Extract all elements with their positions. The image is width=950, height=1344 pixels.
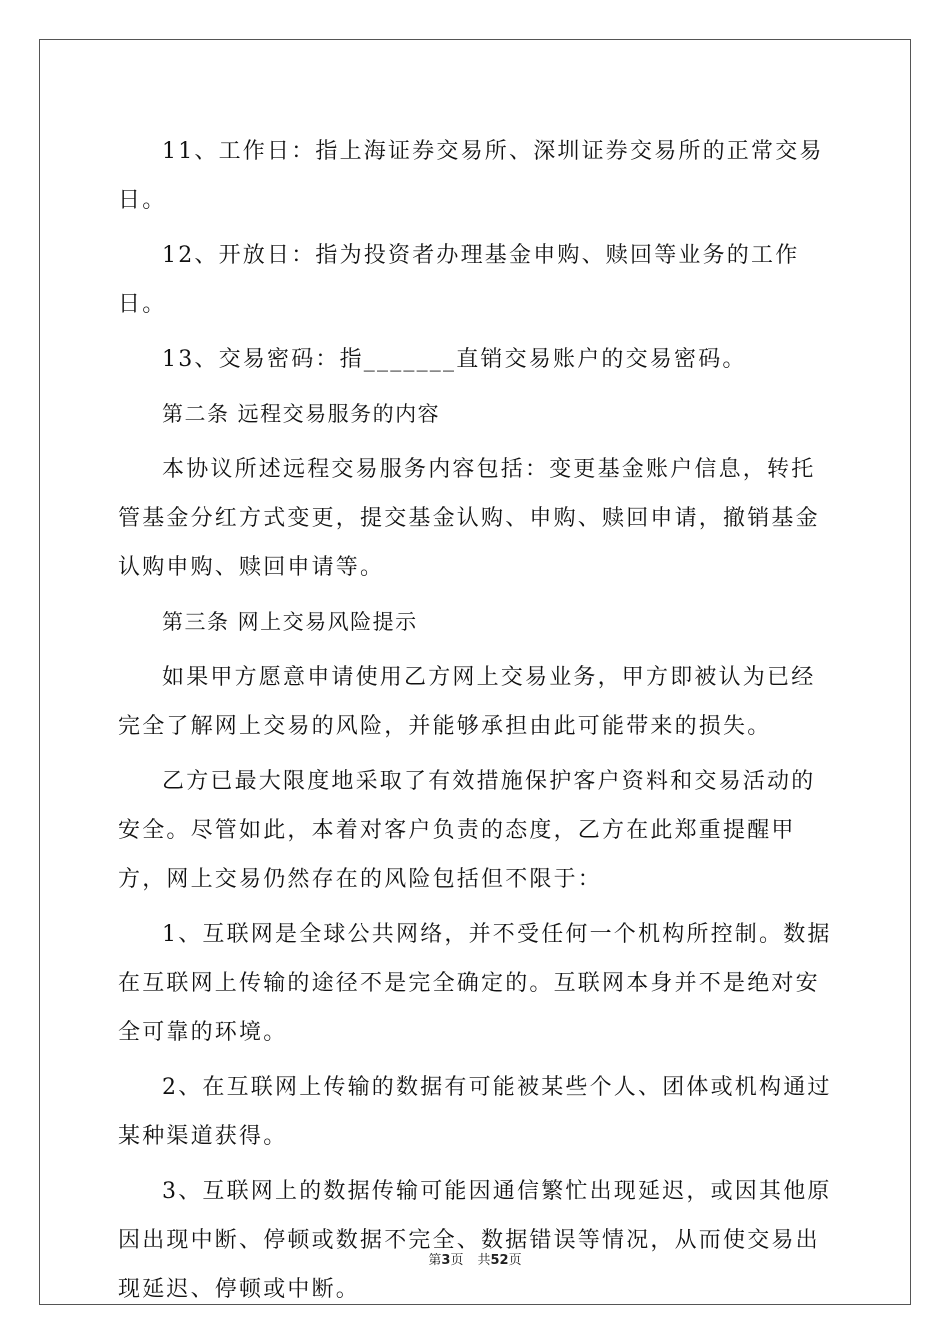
paragraph-risk-1: 1、互联网是全球公共网络，并不受任何一个机构所控制。数据在互联网上传输的途径不是完全确定的。互联网本身并不是绝对安全可靠的环境。 <box>118 922 832 1045</box>
page-label-prefix: 第 <box>428 1253 442 1268</box>
paragraph-risk-notice: 乙方已最大限度地采取了有效措施保护客户资料和交易活动的安全。尽管如此，本着对客户负责的态度，乙方在此郑重提醒甲方，网上交易仍然存在的风险包括但不限于： <box>118 769 816 892</box>
paragraph-risk-acceptance: 如果甲方愿意申请使用乙方网上交易业务，甲方即被认为已经完全了解网上交易的风险，并能够承担由此可能带来的损失。 <box>118 665 816 739</box>
paragraph-item-11: 11、工作日：指上海证券交易所、深圳证券交易所的正常交易日。 <box>118 139 824 213</box>
paragraph-risk-3: 3、互联网上的数据传输可能因通信繁忙出现延迟，或因其他原因出现中断、停顿或数据不完全、数据错误等情况，从而使交易出现延迟、停顿或中断。 <box>118 1179 832 1302</box>
paragraph-item-12: 12、开放日：指为投资者办理基金申购、赎回等业务的工作日。 <box>118 243 800 317</box>
page-number: 3 <box>441 1253 451 1268</box>
page-footer <box>0 1249 950 1268</box>
section-heading-article-3: 第三条 网上交易风险提示 <box>162 610 418 634</box>
total-label-prefix: 共 <box>477 1253 491 1268</box>
total-pages: 52 <box>490 1253 509 1268</box>
document-body <box>118 127 838 1320</box>
paragraph-service-content: 本协议所述远程交易服务内容包括：变更基金账户信息，转托管基金分红方式变更，提交基金认购、申购、赎回申请，撤销基金认购申购、赎回申请等。 <box>118 457 820 580</box>
paragraph-risk-2: 2、在互联网上传输的数据有可能被某些个人、团体或机构通过某种渠道获得。 <box>118 1075 832 1149</box>
total-label-suffix: 页 <box>508 1253 522 1268</box>
paragraph-item-13: 13、交易密码：指_______直销交易账户的交易密码。 <box>162 347 747 372</box>
page-label-suffix: 页 <box>450 1253 464 1268</box>
section-heading-article-2: 第二条 远程交易服务的内容 <box>162 402 441 426</box>
